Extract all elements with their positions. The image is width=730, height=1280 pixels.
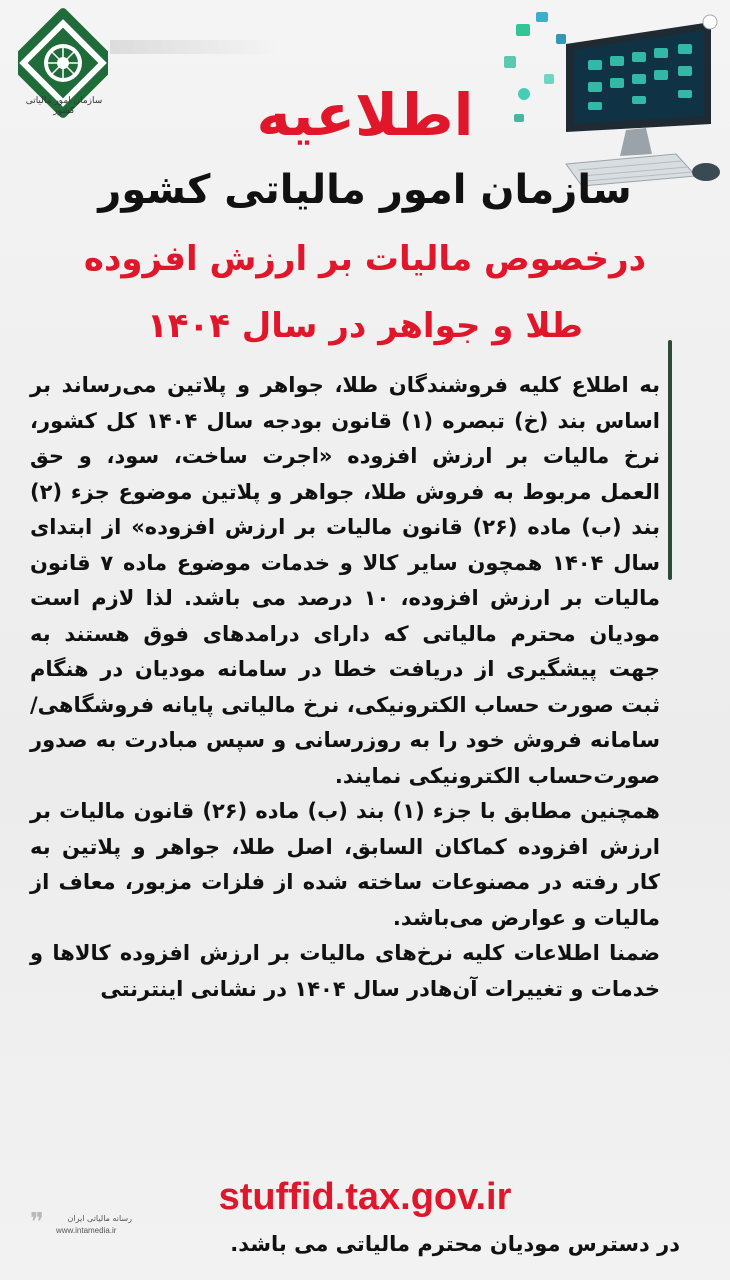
watermark-name: رسانه مالیاتی ایران <box>67 1214 132 1223</box>
website-url[interactable]: stuffid.tax.gov.ir <box>218 1176 512 1218</box>
side-accent-bar <box>668 340 672 580</box>
subtitle-line-1: درخصوص مالیات بر ارزش افزوده <box>83 239 647 279</box>
watermark-url: www.intamedia.ir <box>56 1226 117 1235</box>
paragraph-1: به اطلاع کلیه فروشندگان طلا، جواهر و پلاتین می‌رساند بر اساس بند (خ) تبصره (۱) قانون بودجه سال ۱۴۰۴ کل کشور، نرخ مالیات بر ارزش افزوده «اجرت ساخت، سود، و حق العمل مربوط به فروش طلا، جواهر و پلاتین موضوع جزء (۲) بند (ب) ماده (۲۶) قانون مالیات بر ارزش افزوده» از ابتدای سال ۱۴۰۴ همچون سایر کالا و خدمات موضوع ماده ۷ قانون مالیات بر ارزش افزوده، ۱۰ درصد می باشد. لذا لازم است مودیان محترم مالیاتی که دارای درامدهای فوق هستند به جهت پیشگیری از دریافت خطا در سامانه مودیان در هنگام ثبت صورت حساب الکترونیکی، نرخ مالیاتی پایانه فروشگاهی/ سامانه فروش خود را به روزرسانی و سپس مبادرت به صدور صورت‌حساب الکترونیکی نمایند. <box>30 373 660 788</box>
paragraph-3: ضمنا اطلاعات کلیه نرخ‌های مالیات بر ارزش افزوده کالاها و خدمات و تغییرات آن‌هادر سال ۱۴۰۴ در نشانی اینترنتی <box>30 941 660 1001</box>
decorative-stripe <box>110 40 275 54</box>
subtitle-line-2: طلا و جواهر در سال ۱۴۰۴ <box>146 306 584 346</box>
paragraph-2: همچنین مطابق با جزء (۱) بند (ب) ماده (۲۶) قانون مالیات بر ارزش افزوده کماکان السابق، اصل طلا، جواهر و پلاتین به کار رفته در مصنوعات ساخته شده از فلزات مزبور، معاف از مالیات و عوارض می‌باشد. <box>30 799 660 930</box>
closing-line: در دسترس مودیان محترم مالیاتی می باشد. <box>230 1232 680 1256</box>
organization-name: سازمان امور مالیاتی کشور <box>98 167 632 213</box>
notice-body <box>30 368 660 1007</box>
quote-icon: ❞ <box>30 1208 44 1238</box>
logo-caption: سازمان امور مالیاتی کشور <box>25 96 103 116</box>
notice-title: اطلاعیه <box>256 81 474 149</box>
